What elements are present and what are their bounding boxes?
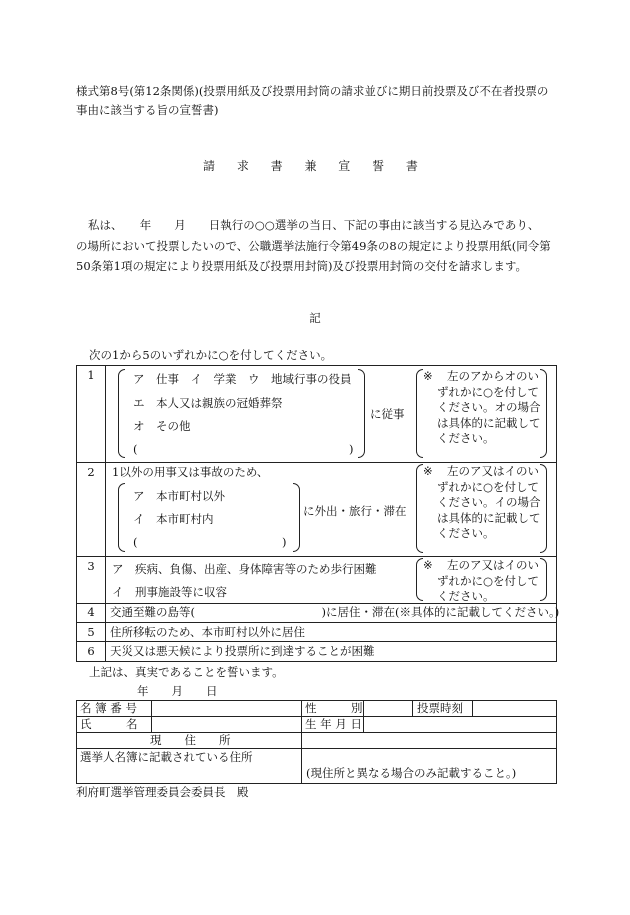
info-col-time-divider — [472, 700, 473, 716]
row-divider-1 — [76, 462, 557, 463]
reason-2-paren-close: ) — [282, 535, 287, 549]
info-col-sex-divider — [363, 700, 364, 732]
row-divider-2 — [76, 556, 557, 557]
info-col-sex-value-divider — [412, 700, 413, 716]
registered-address-note: (現住所と異なる場合のみ記載すること。) — [306, 766, 517, 780]
row-divider-4 — [76, 622, 557, 623]
reason-1-paren-close: ) — [349, 442, 354, 456]
intro-paragraph: 私は、 年 月 日執行の○○選挙の当日、下記の事由に該当する見込みであり、 の場所において投票したいので、公職選挙法施行令第49条の8の規定により投票用紙(同令第50条第1項の規定により投票用紙及び投票用封筒)及び投票用封筒の交付を請求します。 — [76, 218, 626, 273]
reason-2-note-bracket-right — [540, 464, 547, 553]
info-col-mid-divider — [301, 700, 302, 784]
reason-2-bracket-left — [118, 483, 125, 552]
oath-text: 上記は、真実であることを誓います。 — [89, 665, 284, 679]
reason-1-option-a: ア 仕事 イ 学業 ウ 地域行事の役員 — [133, 372, 352, 386]
reason-3-note-mark: ※ — [423, 558, 433, 572]
document-title: 請 求 書 兼 宣 誓 書 — [203, 159, 427, 173]
reason-6-text: 天災又は悪天候により投票所に到達することが困難 — [110, 644, 375, 658]
row-divider-5 — [76, 641, 557, 642]
ki-heading: 記 — [309, 311, 321, 325]
reason-1-number: 1 — [87, 368, 95, 382]
reason-1-bracket-left — [118, 369, 125, 458]
name-label: 氏 名 — [80, 717, 138, 731]
reason-2-paren-open: ( — [133, 535, 138, 549]
reason-1-note-bracket-right — [540, 369, 547, 458]
reason-3-number: 3 — [87, 559, 95, 573]
reason-1-option-o: オ その他 — [133, 419, 191, 433]
reason-2-note: 左のア又はイのいずれかに○を付してください。イの場合は具体的に記載してください。 — [437, 464, 541, 540]
reason-5-number: 5 — [87, 625, 95, 639]
reason-2-number: 2 — [87, 465, 95, 479]
reason-3-option-i: イ 刑事施設等に収容 — [112, 585, 227, 599]
reason-1-option-e: エ 本人又は親族の冠婚葬祭 — [133, 396, 283, 410]
instruction-text: 次の1から5のいずれかに○を付してください。 — [89, 348, 333, 362]
reason-3-option-a: ア 疾病、負傷、出産、身体障害等のため歩行困難 — [112, 562, 377, 576]
reason-6-number: 6 — [87, 644, 95, 658]
registered-address-label: 選挙人名簿に記載されている住所 — [80, 750, 253, 764]
sex-label: 性 別 — [305, 701, 363, 715]
reason-2-note-bracket-left — [416, 464, 423, 553]
reason-5-text: 住所移転のため、本市町村以外に居住 — [110, 625, 306, 639]
info-col-label-divider — [151, 700, 152, 732]
reason-1-note-bracket-left — [416, 369, 423, 458]
vote-time-label: 投票時刻 — [417, 701, 463, 715]
reason-3-note-bracket-right — [540, 558, 547, 601]
recipient-line: 利府町選挙管理委員会委員長 殿 — [76, 785, 249, 799]
reason-4-number: 4 — [87, 605, 95, 619]
reason-2-lead: 1以外の用事又は事故のため、 — [112, 465, 269, 479]
form-header: 様式第8号(第12条関係)(投票用紙及び投票用封筒の請求並びに期日前投票及び不在者投票の事由に該当する旨の宣誓書) — [76, 84, 549, 117]
reason-2-bracket-right — [293, 483, 300, 552]
reason-1-note-mark: ※ — [423, 369, 433, 383]
reason-2-suffix: に外出・旅行・滞在 — [303, 504, 407, 518]
reason-1-note: 左のアからオのいずれかに○を付してください。オの場合は具体的に記載してください。 — [437, 369, 541, 445]
reason-3-note-bracket-left — [416, 558, 423, 601]
reason-1-suffix: に従事 — [370, 407, 405, 421]
reason-2-option-i: イ 本市町村内 — [133, 512, 214, 526]
reason-4-text: 交通至難の島等( )に居住・滞在(※具体的に記載してください。) — [110, 605, 560, 619]
birth-date-label: 生 年 月 日 — [305, 717, 362, 731]
reason-3-note: 左のア又はイのいずれかに○を付してください。 — [437, 558, 540, 603]
date-line: 年 月 日 — [137, 684, 218, 698]
reason-2-option-a: ア 本市町村以外 — [133, 489, 225, 503]
current-address-label: 現 住 所 — [150, 733, 231, 747]
roll-number-label: 名 簿 番 号 — [80, 701, 137, 715]
reason-1-paren-open: ( — [133, 442, 138, 456]
reason-1-bracket-right — [358, 369, 365, 458]
reason-2-note-mark: ※ — [423, 464, 433, 478]
info-row-divider-3 — [76, 748, 557, 749]
